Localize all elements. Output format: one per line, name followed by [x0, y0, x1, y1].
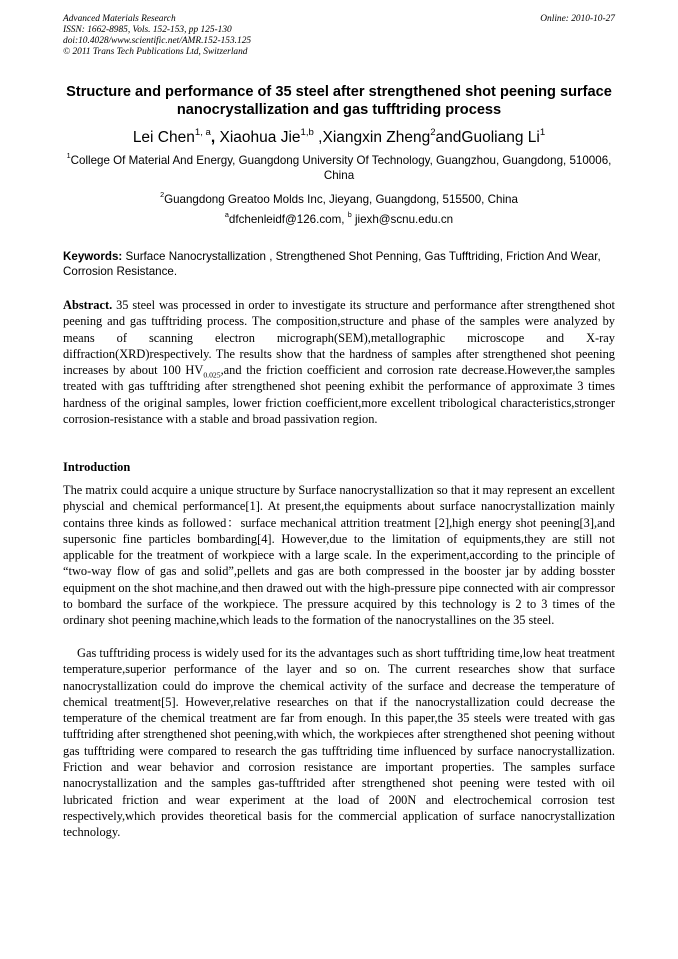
- intro-paragraph-2: Gas tufftriding process is widely used for its the advantages such as short tufftriding time,low heat treatment temperature,superior performance of the layer and so on. The current researches show that surface nanocrystallization could do improve the chemical activity of the surface and decrease the temperature of chemical treatment[5]. However,relative researches on that if the nanocrystallization could decrease the temperature of the chemical treatment are far from enough. In this paper,the 35 steels were treated with gas tufftriding after strengthened shot peening,with which, the workpieces after strengthened shot peening without gas tufftriding were compared to research the gas tufftriding time influenced by surface nanocrystallization. Friction and wear behavior and corrosion resistance are important properties. The samples surface nanocrystallization and the samples gas-tufftrided after strengthened shot peening were tested with oil lubricated friction and wear experiment at the load of 200N and electrochemical corrosion test respectively,which provides theoretical basis for the commercial application of surface nanocrystallization technology.: [63, 646, 615, 840]
- author-line: Lei Chen$^{1, a}$, Xiaohua Jie$^{1,b}$ ,Xiangxin Zheng$^2$andGuoliang Li$^1$: [132, 126, 546, 146]
- affiliation-sup: 2: [160, 190, 165, 200]
- keywords-text: Surface Nanocrystallization , Strengthened Shot Penning, Gas Tufftriding, Friction And Wear, Corrosion Resistance.: [63, 250, 601, 278]
- author-sup: 1,b: [300, 126, 314, 138]
- email-address: jiexh@scnu.edu.cn: [354, 213, 454, 226]
- author-sup: 1: [539, 126, 546, 138]
- and-word: and: [435, 129, 462, 146]
- journal-header: [63, 14, 615, 58]
- author-name: Lei Chen: [132, 129, 195, 146]
- abstract-text: 35 steel was processed in order to investigate its structure and performance after strengthened shot peening and gas tufftriding process. The composition,structure and phase of the samples were analyzed by means of scanning electron micrograph(SEM),metallographic microscope and X-ray diffraction(XRD)respectively. The results show that the hardness of samples after strengthened shot peening increases by about 100 HV: [63, 298, 615, 378]
- affiliation-text: College Of Material And Energy, Guangdong University Of Technology, Guangzhou, Guangdong, 510006, China: [70, 154, 612, 182]
- email-sup: a: [224, 210, 229, 220]
- affiliation-2: [55, 192, 623, 207]
- intro-paragraph-1: The matrix could acquire a unique structure by Surface nanocrystallization so that it may represent an excellent physcial and chemical performance[1]. At present,the equipments about surface nanocrystallization mainly contains three kinds as followed：surface mechanical attrition treatment [2],high energy shot peening[3],and supersonic fine particles bombarding[4]. However,due to the limitation of equipments,they are still not applicable for the treatment of workpiece with a large scale. In the experiment,according to the principle of “two-way flow of gas and solid”,pellets and gas are both compressed in the booster jar by adding bosster equipment on the shot machine,and then drawed out with the high-pressure pipe connected with air compressor to bombard the surface of the workpiece. The pressure acquired by this technology is 2 to 3 times of the ordinary shot peening machine,which leads to the formation of the nanocrystallines on the 35 steel.: [63, 483, 615, 628]
- paper-title: Structure and performance of 35 steel after strengthened shot peening surface nanocrystallization and gas tufftriding process: [66, 84, 612, 118]
- copyright-line: © 2011 Trans Tech Publications Ltd, Switzerland: [63, 47, 248, 57]
- hv-subscript: 0.025: [203, 370, 221, 380]
- abstract-paragraph: [63, 297, 615, 427]
- author-name: Xiangxin Zheng: [322, 129, 431, 146]
- author-name: Xiaohua Jie: [219, 129, 301, 146]
- affiliation-1: [55, 153, 623, 183]
- doi-line: doi:10.4028/www.scientific.net/AMR.152-153.125: [63, 36, 252, 46]
- keywords-block: [63, 249, 615, 279]
- author-sup: 2: [430, 126, 436, 138]
- affiliation-sup: 1: [66, 151, 71, 161]
- email-address: dfchenleidf@126.com: [228, 213, 342, 226]
- section-heading: Introduction: [63, 460, 131, 474]
- journal-name: Advanced Materials Research: [63, 14, 176, 24]
- keywords-label: Keywords:: [63, 250, 123, 263]
- issn-line: ISSN: 1662-8985, Vols. 152-153, pp 125-130: [63, 25, 232, 35]
- abstract-text: ,and the friction coefficient and corrosion rate decrease.However,the samples treated with gas tufftriding after strengthened shot peening exhibit the performance of approximate 3 times hardness of the original samples, lower friction coefficient,more excellent tribological characteristics,stronger corrosion-resistance with a stable and broad passivation region.: [63, 363, 615, 427]
- author-sup: 1, a: [194, 126, 211, 138]
- affiliation-text: Guangdong Greatoo Molds Inc, Jieyang, Guangdong, 515500, China: [164, 193, 518, 206]
- email-line: $^a$dfchenleidf@126.com, $^b$ jiexh@scnu.edu.cn: [224, 210, 454, 226]
- email-sup: b: [347, 210, 352, 220]
- abstract-label: Abstract.: [63, 298, 113, 312]
- online-date: Online: 2010-10-27: [540, 14, 615, 24]
- author-name: Guoliang Li: [461, 129, 540, 146]
